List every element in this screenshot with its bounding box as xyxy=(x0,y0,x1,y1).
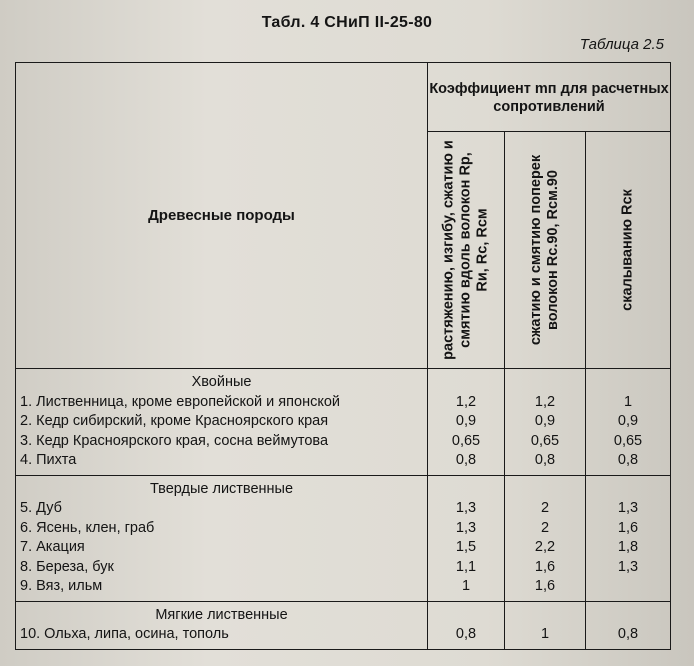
species-cell xyxy=(16,475,428,601)
value-a: 1,3 xyxy=(455,500,477,516)
value-cell-b xyxy=(505,369,586,476)
table-number: Таблица 2.5 xyxy=(579,36,664,53)
header-col-a xyxy=(428,132,505,369)
value-b: 1,2 xyxy=(534,393,556,410)
value-a: 0,65 xyxy=(451,432,481,449)
value-c: 1,3 xyxy=(617,500,639,516)
species-name: 3. Кедр Красноярского края, сосна веймутова xyxy=(20,432,329,449)
value-c: 1,8 xyxy=(617,539,639,555)
table-row-group-2 xyxy=(16,475,671,601)
value-b: 1,6 xyxy=(534,558,556,575)
value-b: 2,2 xyxy=(534,539,556,555)
header-col-b-text: сжатию и смятию поперек волокон Rс.90, Rсм.90 xyxy=(528,154,561,346)
value-a: 0,8 xyxy=(455,452,477,468)
species-name: 4. Пихта xyxy=(20,452,77,468)
value-b: 1 xyxy=(540,626,550,642)
value-b: 2 xyxy=(540,519,550,536)
value-cell-b xyxy=(505,601,586,649)
species-cell xyxy=(16,369,428,476)
value-b: 2 xyxy=(540,500,550,516)
species-name: 7. Акация xyxy=(20,539,85,555)
species-name: 8. Береза, бук xyxy=(20,558,114,575)
value-cell-a xyxy=(428,601,505,649)
value-c xyxy=(586,577,670,597)
header-col-a-text: растяжению, изгибу, сжатию и смятию вдоль волокон Rр, Rи, Rс, Rсм xyxy=(440,140,491,360)
value-cell-b xyxy=(505,475,586,601)
value-c: 0,65 xyxy=(613,432,643,449)
value-b: 0,65 xyxy=(530,432,560,449)
group-title: Хвойные xyxy=(191,374,252,390)
species-name: 2. Кедр сибирский, кроме Красноярского края xyxy=(20,413,329,429)
value-a: 0,9 xyxy=(455,413,477,429)
value-c: 0,9 xyxy=(617,413,639,429)
value-b: 0,8 xyxy=(534,452,556,468)
table-title: Табл. 4 СНиП II-25-80 xyxy=(261,14,433,31)
species-name: 1. Лиственница, кроме европейской и японской xyxy=(20,393,340,410)
header-coefficient: Коэффициент mп для расчетных сопротивлений xyxy=(428,63,671,132)
species-name: 9. Вяз, ильм xyxy=(20,578,103,594)
value-a: 1 xyxy=(461,578,471,594)
value-b: 0,9 xyxy=(534,413,556,429)
header-col-b xyxy=(505,132,586,369)
header-col-c xyxy=(586,132,671,369)
value-cell-a xyxy=(428,475,505,601)
value-b: 1,6 xyxy=(534,578,556,594)
species-cell xyxy=(16,601,428,649)
species-name: 10. Ольха, липа, осина, тополь xyxy=(20,626,229,642)
value-a: 0,8 xyxy=(455,626,477,642)
value-cell-c xyxy=(586,475,671,601)
value-a: 1,1 xyxy=(455,558,477,575)
table-row-group-1 xyxy=(16,369,671,476)
species-coefficient-table xyxy=(15,62,671,650)
value-cell-c xyxy=(586,369,671,476)
value-c: 1,6 xyxy=(617,519,639,536)
value-c: 0,8 xyxy=(617,626,639,642)
group-title: Твердые лиственные xyxy=(149,480,294,497)
table-row-group-3 xyxy=(16,601,671,649)
header-species: Древесные породы xyxy=(16,63,428,369)
value-a: 1,2 xyxy=(455,393,477,410)
value-a: 1,3 xyxy=(455,519,477,536)
value-c: 1 xyxy=(623,393,633,410)
value-cell-a xyxy=(428,369,505,476)
value-a: 1,5 xyxy=(455,539,477,555)
species-name: 5. Дуб xyxy=(20,500,62,516)
species-name: 6. Ясень, клен, граб xyxy=(20,519,155,536)
value-c: 1,3 xyxy=(617,558,639,575)
value-c: 0,8 xyxy=(617,452,639,468)
group-title: Мягкие лиственные xyxy=(155,606,288,623)
header-col-c-text: скалыванию Rск xyxy=(619,189,636,311)
value-cell-c xyxy=(586,601,671,649)
